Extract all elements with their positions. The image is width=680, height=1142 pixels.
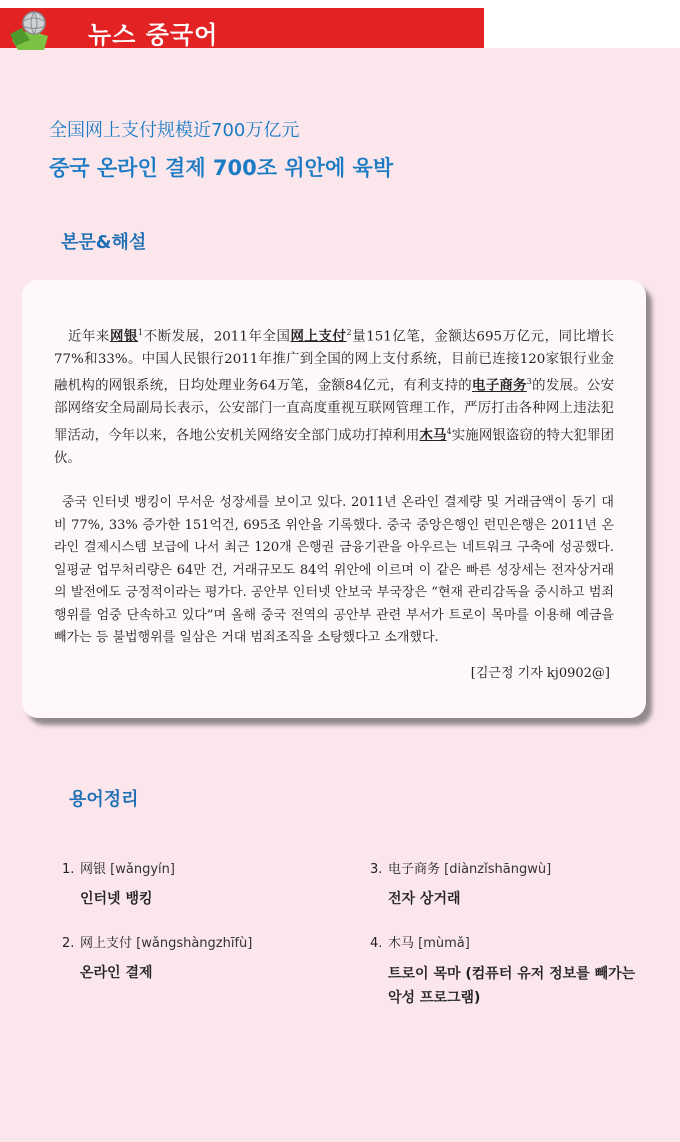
term-meaning: 인터넷 뱅킹 — [80, 891, 153, 907]
term-meaning: 전자 상거래 — [388, 891, 461, 907]
term-word: 网银 — [80, 862, 107, 877]
term-pinyin: [wǎngshàngzhīfù] — [136, 936, 253, 951]
article-chinese: 近年来网银$^1$不断发展，2011年全国网上支付$^2$量151亿笔，金额达695万亿元，同比增长77%和33%。中国人民银行2011年推广到全国的网上支付系统，目前已连接120家银行业金融机构的网银系统，日均处理业务64万笔，金额84亿元，有利支持的电子商务$^3$的发展。公安部网络安全局副局长表示，公安部门一直高度重视互联网管理工作，严厉打击各种网上违法犯罪活动，今年以来，各地公安机关网络安全部门成功打掉利用木马$^4$实施网银盗窃的特大犯罪团伙。 — [54, 328, 615, 466]
byline: [김근정 기자 kj0902@] — [470, 666, 610, 681]
article-korean: 중국 인터넷 뱅킹이 무서운 성장세를 보이고 있다. 2011년 온라인 결제량 및 거래금액이 동기 대비 77%, 33% 증가한 151억건, 695조 위안을 기록했다. 중국 중앙은행인 런민은행은 2011년 온라인 결제시스템 보급에 나서 최근 120개 은행권 금융기관을 아우르는 네트워크 구축에 성공했다. 일평균 업무처리량은 64만 건, 거래규모도 84억 위안에 이르며 이 같은 빠른 성장세는 전자상거래의 발전에도 긍정적이라는 평가다. 공안부 인터넷 안보국 부국장은 “현재 관리감독을 중시하고 범죄행위를 엄중 단속하고 있다”며 올해 중국 전역의 공안부 관련 부서가 트로이 목마를 이용해 예금을 빼가는 등 불법행위를 일삼은 거대 범죄조직을 소탕했다고 소개했다. — [54, 495, 614, 645]
term-item-1: 1. 网银 [wǎngyín] 인터넷 뱅킹 — [62, 862, 175, 907]
term-pinyin: [diànzǐshāngwù] — [444, 862, 552, 877]
term-link-1: 网银 — [110, 328, 139, 345]
term-item-4: 4. 木马 [mùmǎ] 트로이 목마 (컴퓨터 유저 정보를 빼가는 악성 프로그램) — [370, 932, 640, 1010]
headline-korean: 중국 온라인 결제 700조 위안에 육박 — [49, 156, 394, 180]
header-banner — [0, 8, 484, 48]
term-meaning: 트로이 목마 (컴퓨터 유저 정보를 빼가는 악성 프로그램) — [388, 966, 636, 1006]
term-word: 木马 — [388, 936, 415, 951]
section-label-body: 본문&해설 — [61, 232, 147, 253]
headline-chinese: 全国网上支付规模近700万亿元 — [49, 120, 300, 141]
term-link-4: 木马 — [419, 427, 447, 444]
term-pinyin: [mùmǎ] — [418, 936, 470, 951]
term-word: 网上支付 — [80, 936, 133, 951]
term-item-3: 3. 电子商务 [diànzǐshāngwù] 전자 상거래 — [370, 862, 552, 907]
banner-title: 뉴스 중국어 — [88, 21, 219, 49]
term-link-3: 电子商务 — [472, 377, 527, 394]
term-meaning: 온라인 결제 — [80, 965, 153, 981]
globe-logo-icon — [8, 10, 52, 52]
term-link-2: 网上支付 — [290, 328, 347, 345]
term-pinyin: [wǎngyín] — [110, 862, 175, 877]
term-word: 电子商务 — [388, 862, 441, 877]
section-label-terms: 용어정리 — [69, 789, 139, 810]
term-item-2: 2. 网上支付 [wǎngshàngzhīfù] 온라인 결제 — [62, 936, 253, 981]
